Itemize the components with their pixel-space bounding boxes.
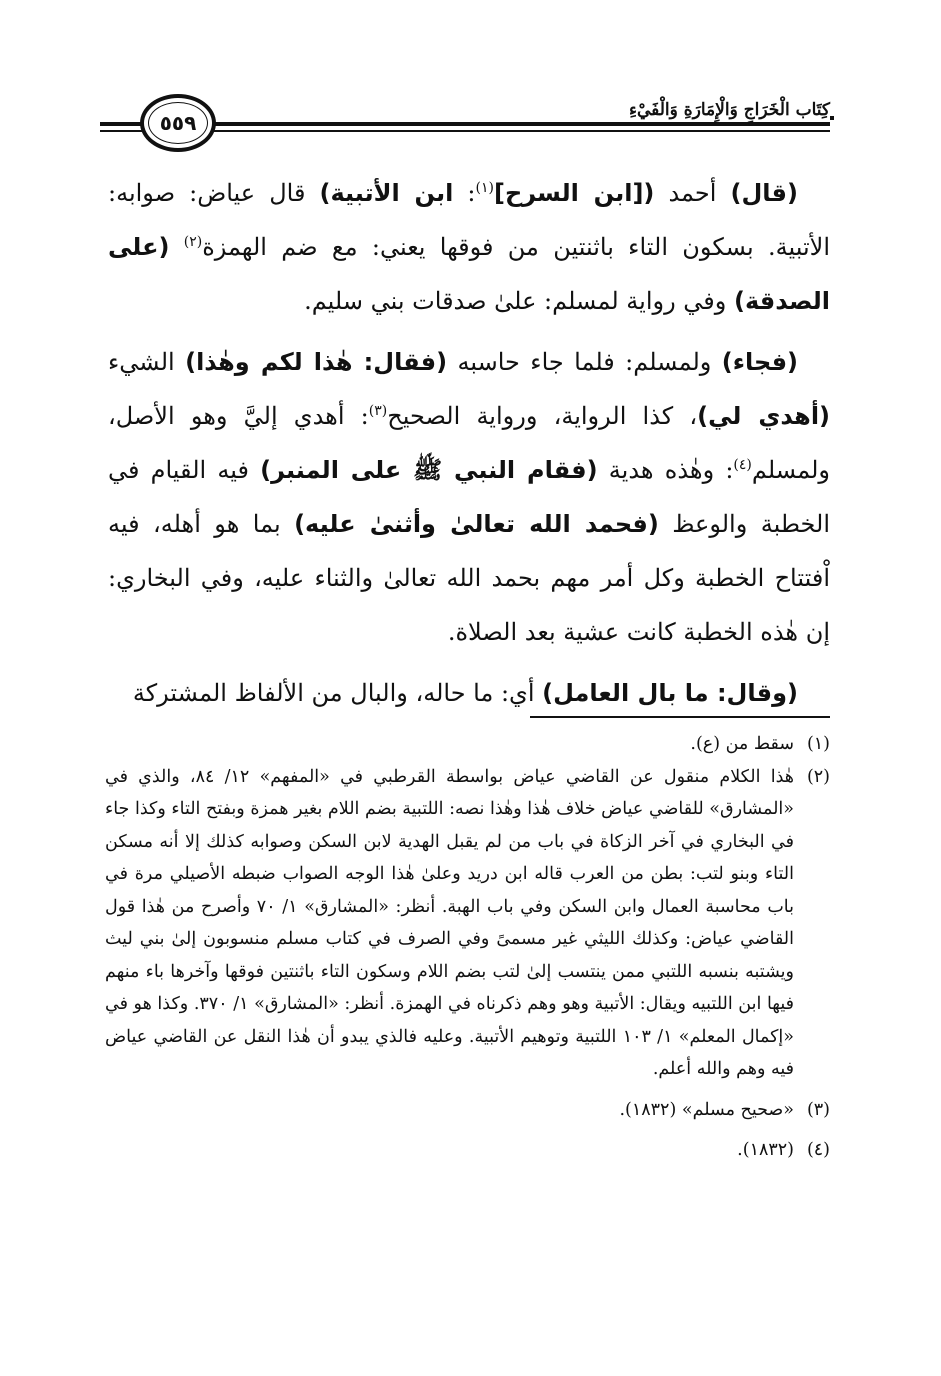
quoted-text: ([ابن السرح] xyxy=(493,179,655,207)
commentary-text: أي: ما حاله، والبال من الألفاظ المشتركة xyxy=(132,679,543,707)
quoted-text: (أهدي لي) xyxy=(697,402,831,430)
commentary-text: : xyxy=(453,179,476,207)
footnote-divider xyxy=(530,716,830,718)
commentary-text: : وهٰذه هدية xyxy=(597,456,734,484)
commentary-text: بما هو أهله، فيه اْفتتاح الخطبة وكل أمر مهم بحمد الله تعالىٰ والثناء عليه، وفي البخاري: إن هٰذه الخطبة كانت عشية بعد الصلاة. xyxy=(108,510,830,646)
footnote xyxy=(105,1134,830,1167)
footnotes xyxy=(105,728,830,1167)
commentary-text: فيه القيام في الخطبة والوعظ xyxy=(108,456,830,538)
footnote-ref: (١) xyxy=(475,180,494,196)
page-number-badge xyxy=(140,94,216,152)
page-header xyxy=(100,92,830,156)
footnote-text: هٰذا الكلام منقول عن القاضي عياض بواسطة القرطبي في «المفهم» ١٢/ ٨٤، والذي في «المشارق» للقاضي عياض خلاف هٰذا وهٰذا نصه: اللتبية بضم اللام بغير همزة وبفتح التاء وكذا جاء في البخاري في آخر الزكاة في باب من لم يقبل الهدية لابن السكن وصوابه كذلك إلا أنه مسكن التاء وبنو لتب: بطن من العرب قاله ابن دريد وعلىٰ هٰذا الوجه الصواب ضبطه الأصيلي مرة في باب محاسبة العمال وابن السكن وفي باب الهبة. أنظر: «المشارق» ١/ ٧٠ وأصرح من هٰذا قول القاضي عياض: وكذلك الليثي غير مسمىً وفي الصرف في كتاب مسلم منسوبون إلىٰ بني ليث ويشتبه بنسبه اللتبي ممن ينتسب إلىٰ لتب بضم اللام وسكون التاء باثنتين فوقها وآخرها باء منهم فيها ابن اللتبيه ويقال: الأتبية وهو وهم ذكرناه في الهمزة. أنظر: «المشارق» ١/ ٣٧٠. وكذا هو في «إكمال المعلم» ١/ ١٠٣ اللتبية وتوهيم الأتبية. وعليه فالذي يبدو أن هٰذا النقل عن القاضي عياض فيه وهم والله أعلم. xyxy=(105,766,795,1079)
commentary-text: : أهدي إليَّ وهو الأصل، ولمسلم xyxy=(108,402,830,484)
footnote xyxy=(105,761,830,1086)
page-number: ٥٥٩ xyxy=(159,111,197,135)
commentary-text xyxy=(169,233,183,261)
main-text xyxy=(108,166,830,727)
footnote-text: (١٨٣٢). xyxy=(737,1140,794,1160)
commentary-text: وفي رواية لمسلم: علىٰ صدقات بني سليم. xyxy=(304,287,734,315)
commentary-text: الشيء xyxy=(108,348,186,376)
footnote-number: (٢) xyxy=(806,766,830,787)
footnote xyxy=(105,1094,830,1127)
quoted-text: (فقال: هٰذا لكم وهٰذا) xyxy=(185,348,448,376)
footnote-ref: (٣) xyxy=(368,403,388,419)
quoted-text: (فقام النبي ﷺ على المنبر) xyxy=(260,456,598,484)
quoted-text: (وقال: ما بال العامل) xyxy=(542,679,798,707)
paragraph xyxy=(108,166,830,328)
footnote xyxy=(105,728,830,761)
quoted-text: (فحمد الله تعالىٰ وأثنىٰ عليه) xyxy=(294,510,659,538)
footnote-number: (٣) xyxy=(806,1099,830,1120)
footnote-ref: (٢) xyxy=(183,234,203,250)
quoted-text: (فجاء) xyxy=(721,348,799,376)
quoted-text: (قال) xyxy=(730,179,798,207)
paragraph xyxy=(108,666,830,720)
commentary-text: ، كذا الرواية، ورواية الصحيح xyxy=(387,402,698,430)
commentary-text: ولمسلم: فلما جاء حاسبه xyxy=(447,348,722,376)
footnote-number: (١) xyxy=(806,734,830,754)
footnote-number: (٤) xyxy=(806,1140,830,1160)
footnote-text: «صحيح مسلم» (١٨٣٢). xyxy=(619,1099,794,1120)
quoted-text: (على الصدقة) xyxy=(108,233,830,315)
footnote-ref: (٤) xyxy=(733,457,752,473)
footnote-text: سقط من (ع). xyxy=(690,734,794,754)
commentary-text: أحمد xyxy=(654,179,731,207)
paragraph xyxy=(108,335,830,659)
book-title: كِتَاب الْخَرَاجِ وَالْإِمَارَةِ وَالْفَيْءِ xyxy=(615,100,830,120)
quoted-text: ابن الأتبية) xyxy=(319,179,454,207)
commentary-text: قال عياض: صوابه: الأتبية. بسكون التاء باثنتين من فوقها يعني: مع ضم الهمزة xyxy=(108,179,830,261)
